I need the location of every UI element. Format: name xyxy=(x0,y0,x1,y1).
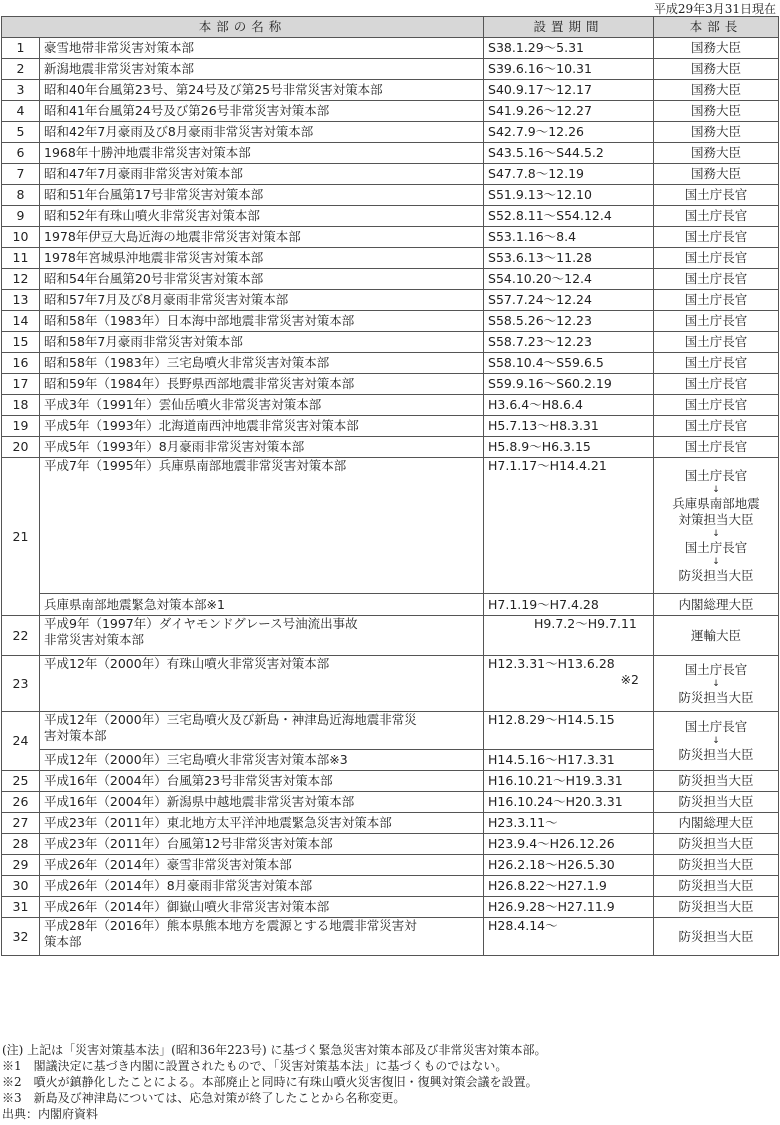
table-body-special xyxy=(2,458,779,771)
hq-name: 昭和41年台風第24号及び第26号非常災害対策本部 xyxy=(40,101,484,122)
table-row xyxy=(2,437,779,458)
row-number: 30 xyxy=(2,876,40,897)
row-number: 18 xyxy=(2,395,40,416)
table-row xyxy=(2,918,779,956)
hq-head: 国土庁長官 xyxy=(654,374,779,395)
hq-period: H16.10.24～H20.3.31 xyxy=(484,792,654,813)
hq-period: S57.7.24～12.24 xyxy=(484,290,654,311)
row-number: 16 xyxy=(2,353,40,374)
hq-head: 国土庁長官 xyxy=(684,661,748,677)
row-number: 4 xyxy=(2,101,40,122)
hq-name: 平成28年（2016年）熊本県熊本地方を震源とする地震非常災害対 xyxy=(44,918,417,933)
hq-period: H14.5.16～H17.3.31 xyxy=(484,750,654,771)
hq-head: 国土庁長官 xyxy=(654,248,779,269)
hq-head: 国土庁長官 xyxy=(684,539,748,555)
hq-name: 1978年伊豆大島近海の地震非常災害対策本部 xyxy=(40,227,484,248)
hq-name: 平成9年（1997年）ダイヤモンドグレース号油流出事故 xyxy=(44,616,358,631)
hq-period: H9.7.2～H9.7.11 xyxy=(484,616,654,656)
hq-head: 国務大臣 xyxy=(654,59,779,80)
hq-period: S58.10.4～S59.6.5 xyxy=(484,353,654,374)
hq-name: 平成12年（2000年）有珠山噴火非常災害対策本部 xyxy=(40,656,484,712)
hq-name: 非常災害対策本部 xyxy=(44,632,145,647)
table-row xyxy=(2,227,779,248)
hq-head-sequence xyxy=(654,458,779,594)
row-number: 32 xyxy=(2,918,40,956)
table-row xyxy=(2,813,779,834)
hq-head: 国務大臣 xyxy=(654,101,779,122)
hq-name: 平成23年（2011年）台風第12号非常災害対策本部 xyxy=(40,834,484,855)
table-row xyxy=(2,855,779,876)
hq-period: S58.7.23～12.23 xyxy=(484,332,654,353)
hq-head: 防災担当大臣 xyxy=(678,689,754,705)
hq-head: 防災担当大臣 xyxy=(654,834,779,855)
hq-period: H28.4.14～ xyxy=(484,918,654,956)
hq-head: 国土庁長官 xyxy=(654,311,779,332)
hq-name: 昭和54年台風第20号非常災害対策本部 xyxy=(40,269,484,290)
table-body-b xyxy=(2,771,779,918)
hq-head: 国土庁長官 xyxy=(654,227,779,248)
hq-period: S51.9.13～12.10 xyxy=(484,185,654,206)
row-number: 9 xyxy=(2,206,40,227)
down-arrow-icon: ↓ xyxy=(712,484,720,495)
hq-head: 国務大臣 xyxy=(654,38,779,59)
hq-head: 兵庫県南部地震 xyxy=(672,495,760,511)
table-row xyxy=(2,374,779,395)
hq-head: 防災担当大臣 xyxy=(654,855,779,876)
footnote: ※1 閣議決定に基づき内閣に設置されたもので、「災害対策基本法」に基づくものではない。 xyxy=(2,1059,508,1073)
source-note: 出典：内閣府資料 xyxy=(2,1107,99,1121)
table-row xyxy=(2,185,779,206)
hq-name: 平成26年（2014年）8月豪雨非常災害対策本部 xyxy=(40,876,484,897)
table-header-row xyxy=(2,17,779,38)
hq-name: 1968年十勝沖地震非常災害対策本部 xyxy=(40,143,484,164)
row-number: 12 xyxy=(2,269,40,290)
hq-period: H26.9.28～H27.11.9 xyxy=(484,897,654,918)
hq-name: 昭和58年7月豪雨非常災害対策本部 xyxy=(40,332,484,353)
row-number: 11 xyxy=(2,248,40,269)
footnote: ※2 噴火が鎮静化したことによる。本部廃止と同時に有珠山噴火災害復旧・復興対策会議を設置。 xyxy=(2,1075,538,1089)
table-row xyxy=(2,834,779,855)
row-number: 25 xyxy=(2,771,40,792)
hq-head: 内閣総理大臣 xyxy=(654,813,779,834)
hq-head: 国務大臣 xyxy=(654,143,779,164)
hq-period: S38.1.29～5.31 xyxy=(484,38,654,59)
hq-period: S47.7.8～12.19 xyxy=(484,164,654,185)
row-number: 28 xyxy=(2,834,40,855)
row-number: 7 xyxy=(2,164,40,185)
column-header-period: 設置期間 xyxy=(484,17,654,38)
hq-name: 昭和40年台風第23号、第24号及び第25号非常災害対策本部 xyxy=(40,80,484,101)
hq-name: 平成12年（2000年）三宅島噴火及び新島・神津島近海地震非常災 xyxy=(44,712,417,727)
row-number: 20 xyxy=(2,437,40,458)
footnote: ※3 新島及び神津島については、応急対策が終了したことから名称変更。 xyxy=(2,1091,406,1105)
hq-head: 防災担当大臣 xyxy=(678,567,754,583)
hq-head: 国土庁長官 xyxy=(654,269,779,290)
hq-period: H23.3.11～ xyxy=(484,813,654,834)
hq-name: 平成3年（1991年）雲仙岳噴火非常災害対策本部 xyxy=(40,395,484,416)
hq-head-sequence xyxy=(654,656,779,712)
hq-head: 防災担当大臣 xyxy=(654,792,779,813)
hq-period: H26.8.22～H27.1.9 xyxy=(484,876,654,897)
row-number: 5 xyxy=(2,122,40,143)
hq-name: 平成16年（2004年）新潟県中越地震非常災害対策本部 xyxy=(40,792,484,813)
footnotes xyxy=(2,1042,547,1122)
row-number: 15 xyxy=(2,332,40,353)
hq-period: H7.1.17～H14.4.21 xyxy=(484,458,654,594)
hq-period-cell xyxy=(484,656,654,712)
table-body-last xyxy=(2,918,779,956)
down-arrow-icon: ↓ xyxy=(712,736,720,746)
table-row xyxy=(2,395,779,416)
table-row xyxy=(2,269,779,290)
hq-period: S59.9.16～S60.2.19 xyxy=(484,374,654,395)
footnote-mark: ※2 xyxy=(620,672,640,687)
hq-name: 昭和42年7月豪雨及び8月豪雨非常災害対策本部 xyxy=(40,122,484,143)
hq-name: 平成5年（1993年）8月豪雨非常災害対策本部 xyxy=(40,437,484,458)
row-number: 3 xyxy=(2,80,40,101)
hq-period: H26.2.18～H26.5.30 xyxy=(484,855,654,876)
hq-head: 防災担当大臣 xyxy=(654,876,779,897)
hq-name-cell xyxy=(40,712,484,750)
row-number: 8 xyxy=(2,185,40,206)
hq-head: 国土庁長官 xyxy=(654,290,779,311)
table-row xyxy=(2,616,779,656)
row-number: 13 xyxy=(2,290,40,311)
row-number: 22 xyxy=(2,616,40,656)
hq-name: 昭和51年台風第17号非常災害対策本部 xyxy=(40,185,484,206)
footnote: (注) 上記は「災害対策基本法」(昭和36年223号) に基づく緊急災害対策本部及び非常災害対策本部。 xyxy=(2,1043,547,1057)
table-row xyxy=(2,416,779,437)
hq-name: 平成26年（2014年）御嶽山噴火非常災害対策本部 xyxy=(40,897,484,918)
hq-period: S54.10.20～12.4 xyxy=(484,269,654,290)
hq-period: H12.8.29～H14.5.15 xyxy=(484,712,654,750)
hq-head: 国土庁長官 xyxy=(654,416,779,437)
hq-name: 昭和58年（1983年）日本海中部地震非常災害対策本部 xyxy=(40,311,484,332)
hq-head: 国務大臣 xyxy=(654,122,779,143)
date-note: 平成29年3月31日現在 xyxy=(653,2,776,16)
row-number: 17 xyxy=(2,374,40,395)
table-row xyxy=(2,206,779,227)
hq-head: 防災担当大臣 xyxy=(654,918,779,956)
hq-name: 昭和52年有珠山噴火非常災害対策本部 xyxy=(40,206,484,227)
hq-head: 内閣総理大臣 xyxy=(654,594,779,616)
hq-name: 平成7年（1995年）兵庫県南部地震非常災害対策本部 xyxy=(40,458,484,594)
table-row xyxy=(2,458,779,594)
hq-name: 豪雪地帯非常災害対策本部 xyxy=(40,38,484,59)
hq-name: 平成5年（1993年）北海道南西沖地震非常災害対策本部 xyxy=(40,416,484,437)
row-number: 26 xyxy=(2,792,40,813)
table-row xyxy=(2,311,779,332)
down-arrow-icon: ↓ xyxy=(712,528,720,539)
hq-name: 害対策本部 xyxy=(44,728,107,743)
hq-name: 平成16年（2004年）台風第23号非常災害対策本部 xyxy=(40,771,484,792)
row-number: 24 xyxy=(2,712,40,771)
row-number: 1 xyxy=(2,38,40,59)
table-row xyxy=(2,876,779,897)
row-number: 31 xyxy=(2,897,40,918)
hq-period: H12.3.31～H13.6.28 xyxy=(488,656,615,671)
hq-period: H7.1.19～H7.4.28 xyxy=(484,594,654,616)
table-row xyxy=(2,771,779,792)
hq-head: 運輸大臣 xyxy=(654,616,779,656)
hq-head: 国土庁長官 xyxy=(654,332,779,353)
table-row xyxy=(2,792,779,813)
hq-period: S53.1.16～8.4 xyxy=(484,227,654,248)
hq-head: 国土庁長官 xyxy=(654,437,779,458)
hq-name: 策本部 xyxy=(44,934,82,949)
hq-head: 国務大臣 xyxy=(654,164,779,185)
hq-period: H23.9.4～H26.12.26 xyxy=(484,834,654,855)
table-row xyxy=(2,143,779,164)
row-number: 2 xyxy=(2,59,40,80)
table-row xyxy=(2,248,779,269)
table-row xyxy=(2,656,779,712)
table-row xyxy=(2,122,779,143)
down-arrow-icon: ↓ xyxy=(712,556,720,567)
column-header-name: 本部の名称 xyxy=(2,17,484,38)
table-row xyxy=(2,712,779,750)
hq-name-cell xyxy=(40,918,484,956)
row-number: 10 xyxy=(2,227,40,248)
hq-head: 防災担当大臣 xyxy=(654,771,779,792)
table-body-a xyxy=(2,38,779,458)
hq-name: 平成12年（2000年）三宅島噴火非常災害対策本部※3 xyxy=(40,750,484,771)
hq-head: 防災担当大臣 xyxy=(654,897,779,918)
hq-name: 昭和58年（1983年）三宅島噴火非常災害対策本部 xyxy=(40,353,484,374)
hq-name: 昭和47年7月豪雨非常災害対策本部 xyxy=(40,164,484,185)
hq-name-cell xyxy=(40,616,484,656)
column-header-head: 本部長 xyxy=(654,17,779,38)
hq-head-sequence xyxy=(654,712,779,771)
hq-head: 国土庁長官 xyxy=(684,467,748,483)
row-number: 23 xyxy=(2,656,40,712)
row-number: 21 xyxy=(2,458,40,616)
row-number: 14 xyxy=(2,311,40,332)
hq-period: H5.8.9～H6.3.15 xyxy=(484,437,654,458)
hq-name: 昭和57年7月及び8月豪雨非常災害対策本部 xyxy=(40,290,484,311)
table-row xyxy=(2,38,779,59)
row-number: 29 xyxy=(2,855,40,876)
hq-period: H16.10.21～H19.3.31 xyxy=(484,771,654,792)
table-row xyxy=(2,353,779,374)
table-row xyxy=(2,101,779,122)
hq-name: 兵庫県南部地震緊急対策本部※1 xyxy=(40,594,484,616)
hq-name: 平成26年（2014年）豪雪非常災害対策本部 xyxy=(40,855,484,876)
hq-head: 国土庁長官 xyxy=(684,719,748,734)
disaster-hq-table xyxy=(1,16,779,956)
hq-head: 対策担当大臣 xyxy=(678,511,754,527)
hq-period: S52.8.11～S54.12.4 xyxy=(484,206,654,227)
table-row xyxy=(2,80,779,101)
hq-head: 国土庁長官 xyxy=(654,185,779,206)
table-row xyxy=(2,897,779,918)
hq-period: S43.5.16～S44.5.2 xyxy=(484,143,654,164)
hq-head: 国土庁長官 xyxy=(654,395,779,416)
hq-period: S41.9.26～12.27 xyxy=(484,101,654,122)
hq-period: S42.7.9～12.26 xyxy=(484,122,654,143)
hq-head: 防災担当大臣 xyxy=(678,747,754,762)
hq-period: S40.9.17～12.17 xyxy=(484,80,654,101)
table-row xyxy=(2,290,779,311)
row-number: 19 xyxy=(2,416,40,437)
row-number: 27 xyxy=(2,813,40,834)
hq-period: S53.6.13～11.28 xyxy=(484,248,654,269)
down-arrow-icon: ↓ xyxy=(712,678,720,689)
hq-head: 国土庁長官 xyxy=(654,353,779,374)
hq-name: 昭和59年（1984年）長野県西部地震非常災害対策本部 xyxy=(40,374,484,395)
table-row xyxy=(2,332,779,353)
table-row xyxy=(2,164,779,185)
hq-name: 1978年宮城県沖地震非常災害対策本部 xyxy=(40,248,484,269)
hq-period: S58.5.26～12.23 xyxy=(484,311,654,332)
row-number: 6 xyxy=(2,143,40,164)
hq-name: 新潟地震非常災害対策本部 xyxy=(40,59,484,80)
hq-period: H3.6.4～H8.6.4 xyxy=(484,395,654,416)
hq-period: H5.7.13～H8.3.31 xyxy=(484,416,654,437)
table-row xyxy=(2,594,779,616)
hq-head: 国土庁長官 xyxy=(654,206,779,227)
hq-head: 国務大臣 xyxy=(654,80,779,101)
hq-name: 平成23年（2011年）東北地方太平洋沖地震緊急災害対策本部 xyxy=(40,813,484,834)
table-row xyxy=(2,59,779,80)
hq-period: S39.6.16～10.31 xyxy=(484,59,654,80)
